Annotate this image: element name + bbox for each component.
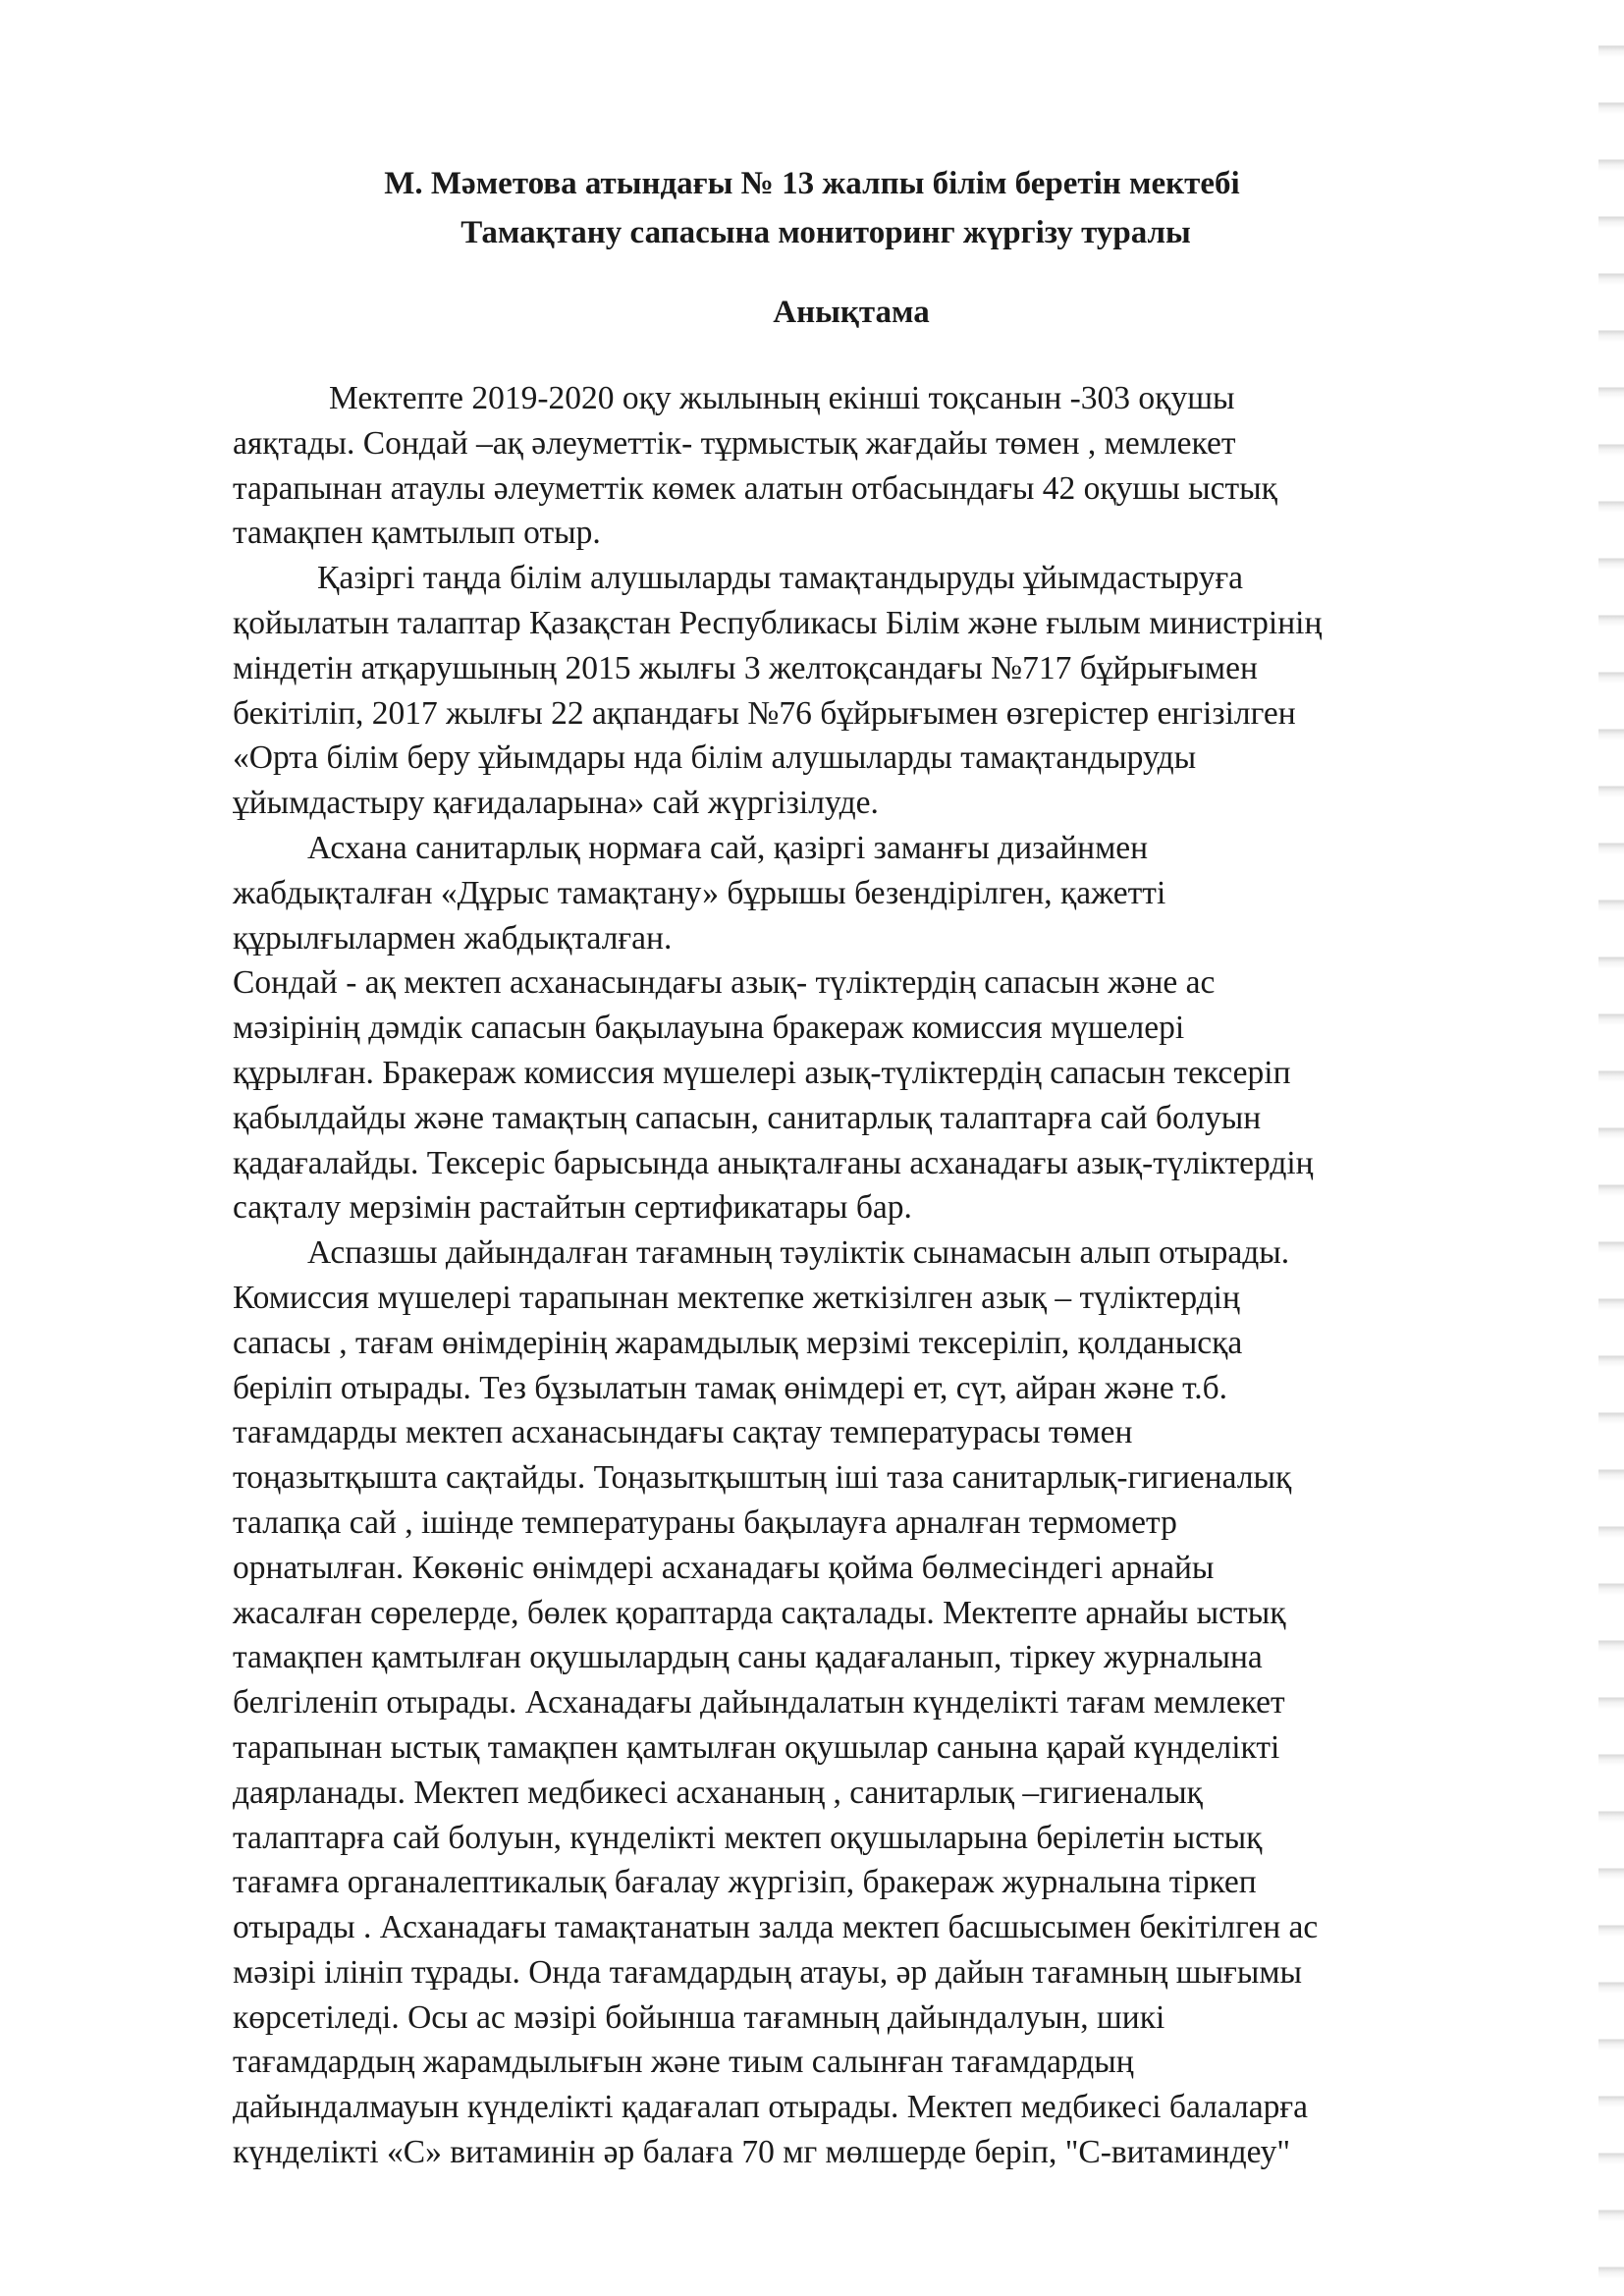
text-line: белгіленіп отырады. Асханадағы дайындалатын күнделікті тағам мемлекет	[233, 1684, 1285, 1722]
text-line: Сондай - ақ мектеп асханасындағы азық- түліктердің сапасын және ас	[233, 964, 1216, 1002]
text-line: аяқтады. Сондай –ақ әлеуметтік- тұрмыстық жағдайы төмен , мемлекет	[233, 424, 1236, 462]
text-line: ұйымдастыру қағидаларына» сай жүргізілуде.	[233, 785, 879, 822]
text-line: бекітіліп, 2017 жылғы 22 ақпандағы №76 бұйрығымен өзгерістер енгізілген	[233, 694, 1296, 732]
text-line: талапқа сай , ішінде температураны бақылауға арналған термометр	[233, 1503, 1177, 1541]
text-line: Мектепте 2019-2020 оқу жылының екінші тоқсанын -303 оқушы	[329, 380, 1235, 416]
text-line: талаптарға сай болуын, күнделікті мектеп оқушыларына берілетін ыстық	[233, 1819, 1263, 1856]
text-line: мәзірі ілініп тұрады. Онда тағамдардың атауы, әр дайын тағамның шығымы	[233, 1953, 1303, 1991]
text-line: тағамдарды мектеп асханасындағы сақтау температурасы төмен	[233, 1414, 1133, 1451]
title-line-1: М. Мәметова атындағы № 13 жалпы білім беретін мектебі	[384, 166, 1240, 201]
text-line: тамақпен қамтылып отыр.	[233, 515, 601, 552]
document-heading: Анықтама	[773, 295, 930, 330]
text-line: Қазіргі таңда білім алушыларды тамақтандыруды ұйымдастыруға	[317, 560, 1244, 597]
text-line: беріліп отырады. Тез бұзылатын тамақ өнімдері ет, сүт, айран және т.б.	[233, 1369, 1227, 1406]
text-line: отырады . Асханадағы тамақтанатын залда мектеп басшысымен бекітілген ас	[233, 1909, 1319, 1946]
text-line: Аспазшы дайындалған тағамның тәуліктік сынамасын алып отырады.	[307, 1234, 1290, 1272]
text-line: мәзірінің дәмдік сапасын бақылауына бракераж комиссия мүшелері	[233, 1010, 1185, 1047]
text-line: тоңазытқышта сақтайды. Тоңазытқыштың іші таза санитарлық-гигиеналық	[233, 1459, 1292, 1497]
text-line: тарапынан ыстық тамақпен қамтылған оқушылар санына қарай күнделікті	[233, 1728, 1280, 1766]
text-line: көрсетіледі. Осы ас мәзірі бойынша тағамның дайындалуын, шикі	[233, 1998, 1165, 2036]
text-line: тағамға органалептикалық бағалау жүргізіп, бракераж журналына тіркеп	[233, 1864, 1257, 1901]
text-line: жасалған сөрелерде, бөлек қораптарда сақталады. Мектепте арнайы ыстық	[233, 1594, 1286, 1631]
text-line: тамақпен қамтылған оқушылардың саны қадағаланып, тіркеу журналына	[233, 1639, 1263, 1676]
document-title	[0, 159, 1624, 257]
text-line: Комиссия мүшелері тарапынан мектепке жеткізілген азық – түліктердің	[233, 1279, 1240, 1316]
text-line: құрылған. Бракераж комиссия мүшелері азық-түліктердің сапасын тексеріп	[233, 1054, 1291, 1091]
text-line: даярланады. Мектеп медбикесі асхананың , санитарлық –гигиеналық	[233, 1774, 1203, 1811]
text-line: қадағалайды. Тексеріс барысында анықталғаны асханадағы азық-түліктердің	[233, 1144, 1314, 1181]
text-line: «Орта білім беру ұйымдары нда білім алушыларды тамақтандыруды	[233, 739, 1197, 777]
text-line: тарапынан атаулы әлеуметтік көмек алатын отбасындағы 42 оқушы ыстық	[233, 469, 1277, 507]
text-line: дайындалмауын күнделікті қадағалап отырады. Мектеп медбикесі балаларға	[233, 2089, 1308, 2126]
text-line: қойылатын талаптар Қазақстан Республикасы Білім және ғылым министрінің	[233, 604, 1323, 641]
text-line: күнделікті «С» витаминін әр балаға 70 мг мөлшерде беріп, "С-витаминдеу"	[233, 2134, 1291, 2171]
title-line-2: Тамақтану сапасына мониторинг жүргізу туралы	[460, 215, 1191, 250]
text-line: тағамдардың жарамдылығын және тиым салынған тағамдардың	[233, 2044, 1134, 2081]
text-line: сақталу мерзімін растайтын сертификатары бар.	[233, 1189, 912, 1227]
text-line: Асхана санитарлық нормаға сай, қазіргі заманғы дизайнмен	[307, 829, 1149, 866]
text-line: қабылдайды және тамақтың сапасын, санитарлық талаптарға сай болуын	[233, 1099, 1262, 1136]
scan-edge-artifact	[1598, 0, 1624, 2296]
text-line: құрылғылармен жабдықталған.	[233, 919, 673, 957]
text-line: сапасы , тағам өнімдерінің жарамдылық мерзімі тексеріліп, қолданысқа	[233, 1324, 1243, 1361]
text-line: жабдықталған «Дұрыс тамақтану» бұрышы безендірілген, қажетті	[233, 874, 1166, 911]
document-body	[233, 376, 1529, 2175]
text-line: орнатылған. Көкөніс өнімдері асханадағы қойма бөлмесіндегі арнайы	[233, 1549, 1215, 1586]
text-line: міндетін атқарушының 2015 жылғы 3 желтоқсандағы №717 бұйрығымен	[233, 649, 1258, 686]
